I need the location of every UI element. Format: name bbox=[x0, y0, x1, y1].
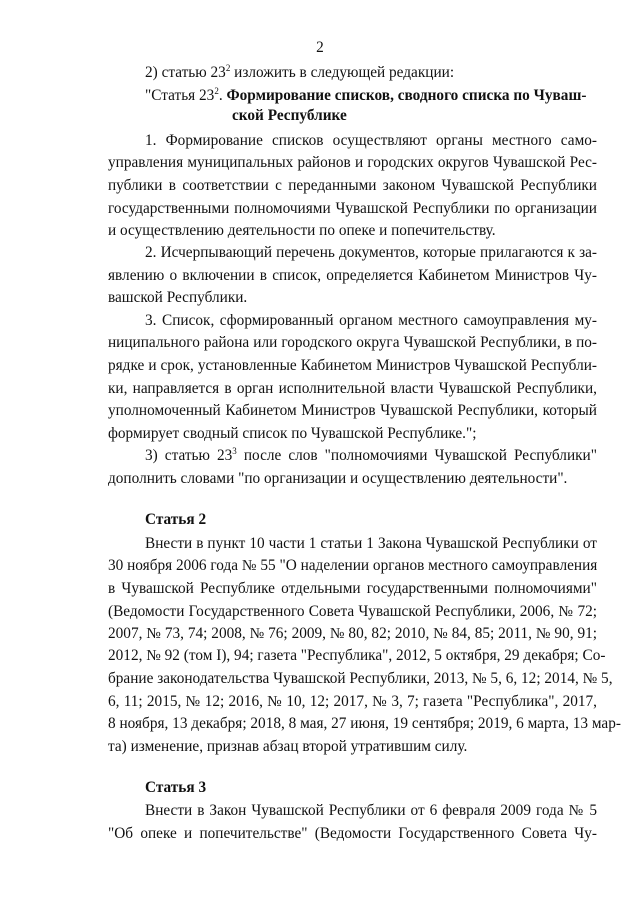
paragraph-2-line: вашской Республики. bbox=[108, 289, 248, 306]
article-2-heading: Статья 2 bbox=[145, 511, 207, 528]
article-3-line: Внести в Закон Чувашской Республики от 6 февраля 2009 года № 5 bbox=[145, 802, 597, 819]
article-2-line: Внести в пункт 10 части 1 статьи 1 Закона Чувашской Республики от bbox=[145, 535, 597, 552]
item-2-line bbox=[145, 63, 454, 83]
article-2-line: в Чувашской Республике отдельными государственными полномочиями" bbox=[108, 580, 597, 597]
article-heading-title: Формирование списков, сводного списка по Чуваш- bbox=[226, 87, 587, 104]
article-2-line: 2012, № 92 (том I), 94; газета "Республика", 2012, 5 октября, 29 декабря; Со- bbox=[108, 647, 606, 664]
paragraph-3-line: рядке и срок, установленные Кабинетом Министров Чувашской Республи- bbox=[108, 357, 597, 374]
article-2-line: (Ведомости Государственного Совета Чувашской Республики, 2006, № 72; bbox=[108, 603, 597, 620]
paragraph-1-line: управления муниципальных районов и городских округов Чувашской Рес- bbox=[108, 154, 597, 171]
article-23-2-heading bbox=[145, 86, 586, 106]
paragraph-1-line: 1. Формирование списков осуществляют органы местного само- bbox=[145, 132, 597, 149]
paragraph-3-line: уполномоченный Кабинетом Министров Чувашской Республики, который bbox=[108, 402, 597, 419]
article-2-line: брание законодательства Чувашской Республики, 2013, № 5, 6, 12; 2014, № 5, bbox=[108, 670, 613, 687]
page-number: 2 bbox=[316, 39, 324, 56]
article-2-line: та) изменение, признав абзац второй утратившим силу. bbox=[108, 738, 468, 755]
item-2-text-rest: изложить в следующей редакции: bbox=[230, 64, 455, 81]
article-heading-dot: . bbox=[218, 87, 227, 104]
article-heading-superscript: 2 bbox=[214, 86, 219, 96]
article-heading-prefix: "Статья 23 bbox=[145, 87, 215, 104]
paragraph-1-line: государственными полномочиями Чувашской Республики по организации bbox=[108, 200, 597, 217]
paragraph-3-line: ки, направляется в орган исполнительной власти Чувашской Республики, bbox=[108, 380, 597, 397]
item-2-text: 2) статью 23 bbox=[145, 64, 226, 81]
article-3-heading: Статья 3 bbox=[145, 779, 207, 796]
paragraph-3-line: 3. Список, сформированный органом местного самоуправления му- bbox=[145, 312, 597, 329]
item-2-superscript: 2 bbox=[225, 63, 231, 73]
paragraph-3-line: формирует сводный список по Чувашской Республике."; bbox=[108, 425, 477, 442]
paragraph-1-line: публики в соответствии с переданными законом Чувашской Республики bbox=[108, 177, 597, 194]
article-3-line: "Об опеке и попечительстве" (Ведомости Государственного Совета Чу- bbox=[108, 825, 597, 842]
article-2-line: 2007, № 73, 74; 2008, № 76; 2009, № 80, 82; 2010, № 84, 85; 2011, № 90, 91; bbox=[108, 625, 597, 642]
article-2-line: 8 ноября, 13 декабря; 2018, 8 мая, 27 июня, 19 сентября; 2019, 6 марта, 13 мар- bbox=[108, 715, 621, 732]
item-3-text: 3) статью 23 bbox=[145, 447, 233, 464]
item-3-line-2: дополнить словами "по организации и осуществлению деятельности". bbox=[108, 470, 568, 487]
article-2-line: 30 ноября 2006 года № 55 "О наделении органов местного самоуправления bbox=[108, 557, 598, 574]
article-heading-title-line-2: ской Республике bbox=[232, 107, 347, 124]
article-2-line: 6, 11; 2015, № 12; 2016, № 10, 12; 2017, № 3, 7; газета "Республика", 2017, bbox=[108, 693, 597, 710]
item-3-line bbox=[145, 446, 597, 466]
paragraph-2-line: 2. Исчерпывающий перечень документов, которые прилагаются к за- bbox=[145, 244, 597, 261]
paragraph-2-line: явлению о включении в список, определяется Кабинетом Министров Чу- bbox=[108, 267, 597, 284]
paragraph-3-line: ниципального района или городского округа Чувашской Республики, в по- bbox=[108, 334, 597, 351]
item-3-text-rest: после слов "полномочиями Чувашской Республики" bbox=[236, 447, 597, 464]
paragraph-1-line: и осуществлению деятельности по опеке и попечительству. bbox=[108, 222, 496, 239]
item-3-superscript: 3 bbox=[232, 446, 237, 456]
